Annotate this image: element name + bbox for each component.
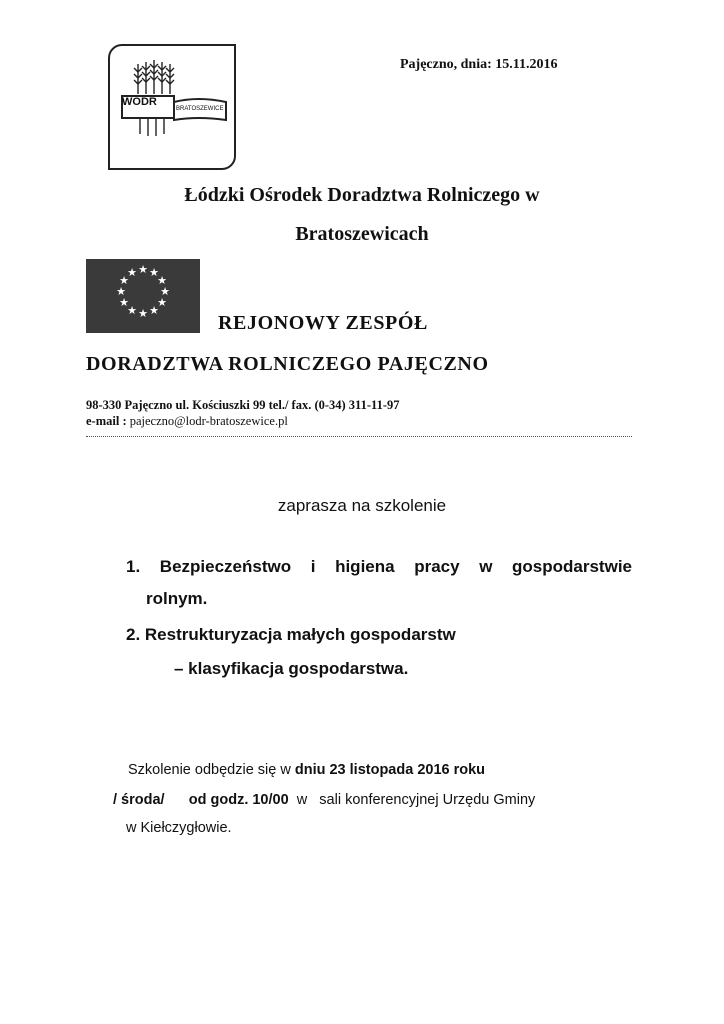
logo-text: WODR xyxy=(122,96,157,108)
training-weekday: / środa/ xyxy=(113,792,165,808)
unit-name-line2: DORADZTWA ROLNICZEGO PAJĘCZNO xyxy=(86,353,489,375)
svg-text:★: ★ xyxy=(127,266,137,279)
svg-text:★: ★ xyxy=(127,304,137,317)
svg-text:★: ★ xyxy=(116,285,126,298)
logo-subtext: BRATOSZEWICE xyxy=(176,106,224,112)
topic-1-line2: rolnym. xyxy=(146,589,208,608)
document-date: Pajęczno, dnia: 15.11.2016 xyxy=(400,57,558,72)
wodr-logo xyxy=(108,44,236,170)
training-venue: w sali konferencyjnej Urzędu Gminy xyxy=(288,792,536,808)
organization-name-line2: Bratoszewicach xyxy=(295,223,429,245)
training-time: od godz. 10/00 xyxy=(188,792,289,808)
topic-1-line1: 1. Bezpieczeństwo i higiena pracy w gospodarstwie xyxy=(126,557,632,576)
dotted-divider xyxy=(86,436,632,437)
training-date: dniu 23 listopada 2016 roku xyxy=(294,762,486,778)
email-label: e-mail : xyxy=(86,414,127,428)
svg-text:★: ★ xyxy=(138,307,148,320)
training-location: w Kiełczygłowie. xyxy=(126,820,232,836)
topic-2-line1: 2. Restrukturyzacja małych gospodarstw xyxy=(126,625,456,644)
svg-text:★: ★ xyxy=(160,285,170,298)
organization-name-line1: Łódzki Ośrodek Doradztwa Rolniczego w xyxy=(184,184,540,206)
email-address: pajeczno@lodr-bratoszewice.pl xyxy=(129,414,288,428)
training-time-line xyxy=(113,792,631,808)
svg-text:★: ★ xyxy=(138,263,148,276)
svg-text:★: ★ xyxy=(149,304,159,317)
unit-name-line1: REJONOWY ZESPÓŁ xyxy=(218,312,428,334)
training-date-line xyxy=(128,762,485,778)
invitation-heading: zaprasza na szkolenie xyxy=(277,496,447,515)
svg-text:★: ★ xyxy=(119,296,129,309)
topic-2-line2: – klasyfikacja gospodarstwa. xyxy=(174,659,409,678)
svg-text:★: ★ xyxy=(119,274,129,287)
svg-text:★: ★ xyxy=(157,296,167,309)
training-intro: Szkolenie odbędzie się w xyxy=(128,762,295,778)
svg-text:★: ★ xyxy=(157,274,167,287)
contact-email-line xyxy=(86,414,288,429)
svg-text:★: ★ xyxy=(149,266,159,279)
eu-flag-icon xyxy=(86,259,200,333)
contact-address: 98-330 Pajęczno ul. Kościuszki 99 tel./ fax. (0-34) 311-11-97 xyxy=(86,398,400,412)
